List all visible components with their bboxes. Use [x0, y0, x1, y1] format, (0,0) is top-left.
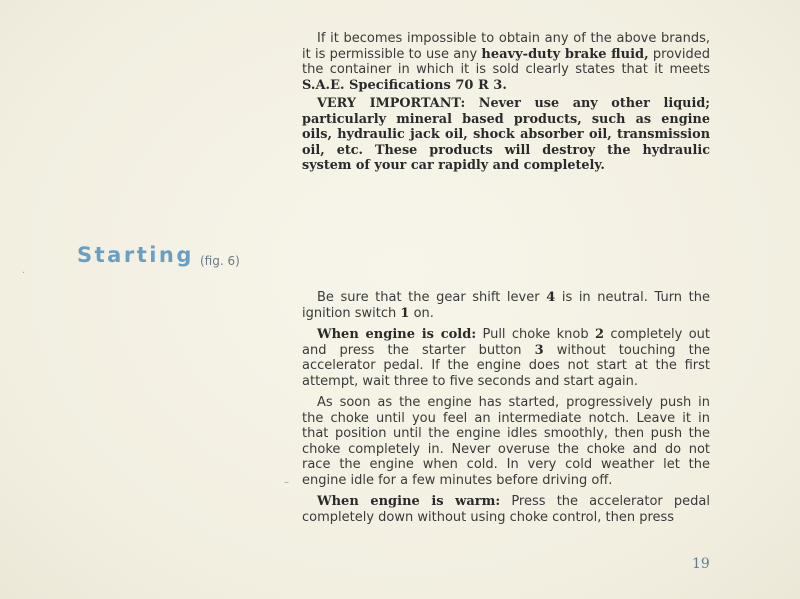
sae-spec: S.A.E. Specifications 70 R 3. [302, 77, 507, 93]
ignition-ref: 1 [400, 305, 410, 321]
margin-mark: · [22, 268, 26, 279]
started-paragraph: As soon as the engine has started, progressively push in the choke until you feel an intermediate notch. Leave it in that position until the engine idles smoothly, then push the choke completely in. Never overuse the choke and do not race the engine when cold. In very cold weather let the engine idle for a few minutes before driving off. [302, 395, 710, 488]
starting-instructions [302, 290, 710, 531]
section-title: Starting [77, 243, 194, 267]
gear-lever-ref: 4 [546, 290, 556, 305]
choke-knob-ref: 2 [594, 327, 604, 342]
brands-text-cont: provided the container in which it is sold clearly states that it meets [302, 46, 710, 77]
margin-mark: – [284, 477, 289, 488]
warning-paragraph [302, 96, 710, 174]
brands-text: If it becomes impossible to obtain any of the above brands, it is permissible to use any [302, 31, 710, 62]
cold-engine-paragraph: When engine is cold: Pull choke knob 2 completely out and press the starter button 3 without touching the accelerator pedal. If the engine does not start at the first attempt, wait three to five seconds and start again. [302, 327, 710, 389]
figure-reference: (fig. 6) [200, 254, 240, 268]
warning-text: VERY IMPORTANT: Never use any other liquid; particularly mineral based products, such as engine oils, hydraulic jack oil, shock absorber oil, transmission oil, etc. These products will destroy the hydraulic system of your car rapidly and completely. [302, 96, 710, 173]
starter-button-ref: 3 [534, 342, 544, 358]
page-number: 19 [692, 556, 710, 572]
gear-paragraph: Be sure that the gear shift lever 4 is in neutral. Turn the ignition switch 1 on. [302, 290, 710, 321]
warm-engine-heading: When engine is warm: [317, 494, 501, 509]
brake-fluid-term: heavy-duty brake fluid, [481, 46, 649, 62]
brake-fluid-paragraph [302, 31, 710, 99]
cold-engine-heading: When engine is cold: [317, 327, 477, 342]
brands-paragraph [302, 31, 710, 93]
warm-engine-paragraph: When engine is warm: Press the accelerator pedal completely down without using choke control, then press [302, 494, 710, 525]
